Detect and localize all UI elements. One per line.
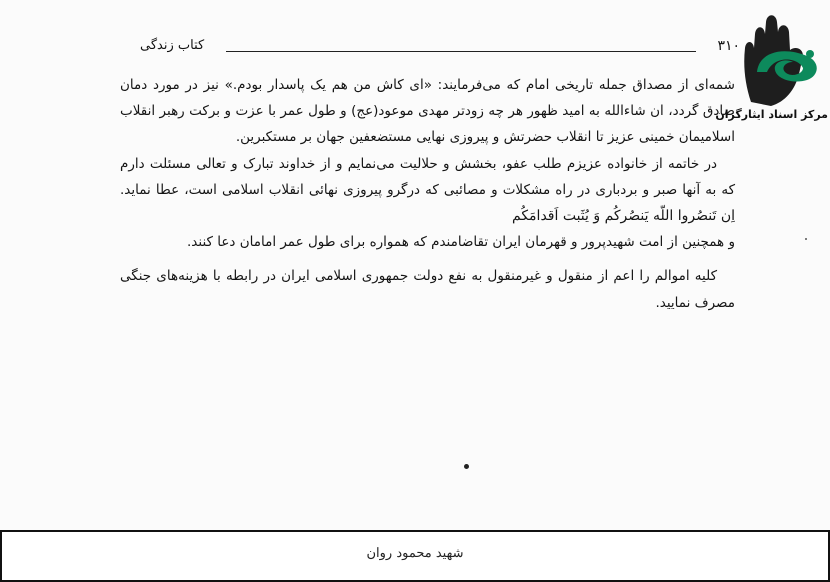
quran-verse: اِن تَنصُروا اللّه یَنصُرکُم وَ یُثَبت اَقدامَکُم [512, 208, 735, 225]
paragraph-1: شمه‌ای از مصداق جمله تاریخی امام که می‌فرمایند: «ای کاش من هم یک پاسدار بودم.» نیز در مورد دمان صادق گردد، ان شاءالله به امید ظهور هر چه زودتر مهدی موعود(عج) و طول عمر با عزت و برکت رهبر انقلاب اسلامیمان خمینی عزیز تا انقلاب حضرتش و پیروزی نهایی مستضعفین جهان بر مستکبرین. [120, 77, 735, 146]
header-rule [226, 51, 696, 52]
martyr-name: شهید محمود روان [366, 546, 464, 561]
hand-leaf-icon [737, 10, 827, 110]
page-number: ۳۱۰ [717, 38, 740, 54]
paragraph-3: و همچنین از امت شهیدپرور و قهرمان ایران تقاضامندم که همواره برای طول عمر امامان دعا کنند. [187, 234, 735, 251]
paragraph-4: کلیه اموالم را اعم از منقول و غیرمنقول به نفع دولت جمهوری اسلامی ایران در رابطه با هزینه‌های جنگی مصرف نمایید. [120, 268, 735, 311]
leaf-dot [806, 50, 814, 58]
footer-box [0, 530, 830, 582]
page-header [140, 38, 740, 58]
book-title: کتاب زندگی [140, 38, 205, 53]
scan-speck [805, 238, 807, 240]
logo-brand-text: مرکز اسناد ایثارگران [715, 108, 828, 121]
bullet-dot [464, 464, 469, 469]
letter-body [120, 72, 735, 316]
paragraph-2-text: در خاتمه از خانواده عزیزم طلب عفو، بخشش و حلالیت می‌نمایم و از خداوند تبارک و تعالی مسئلت دارم که به آنها صبر و بردباری در راه مشکلات و مصائبی که درگرو پیروزی نهائی انقلاب اسلامی است، عطا نماید. [120, 155, 735, 198]
paragraph-2 [120, 151, 735, 230]
